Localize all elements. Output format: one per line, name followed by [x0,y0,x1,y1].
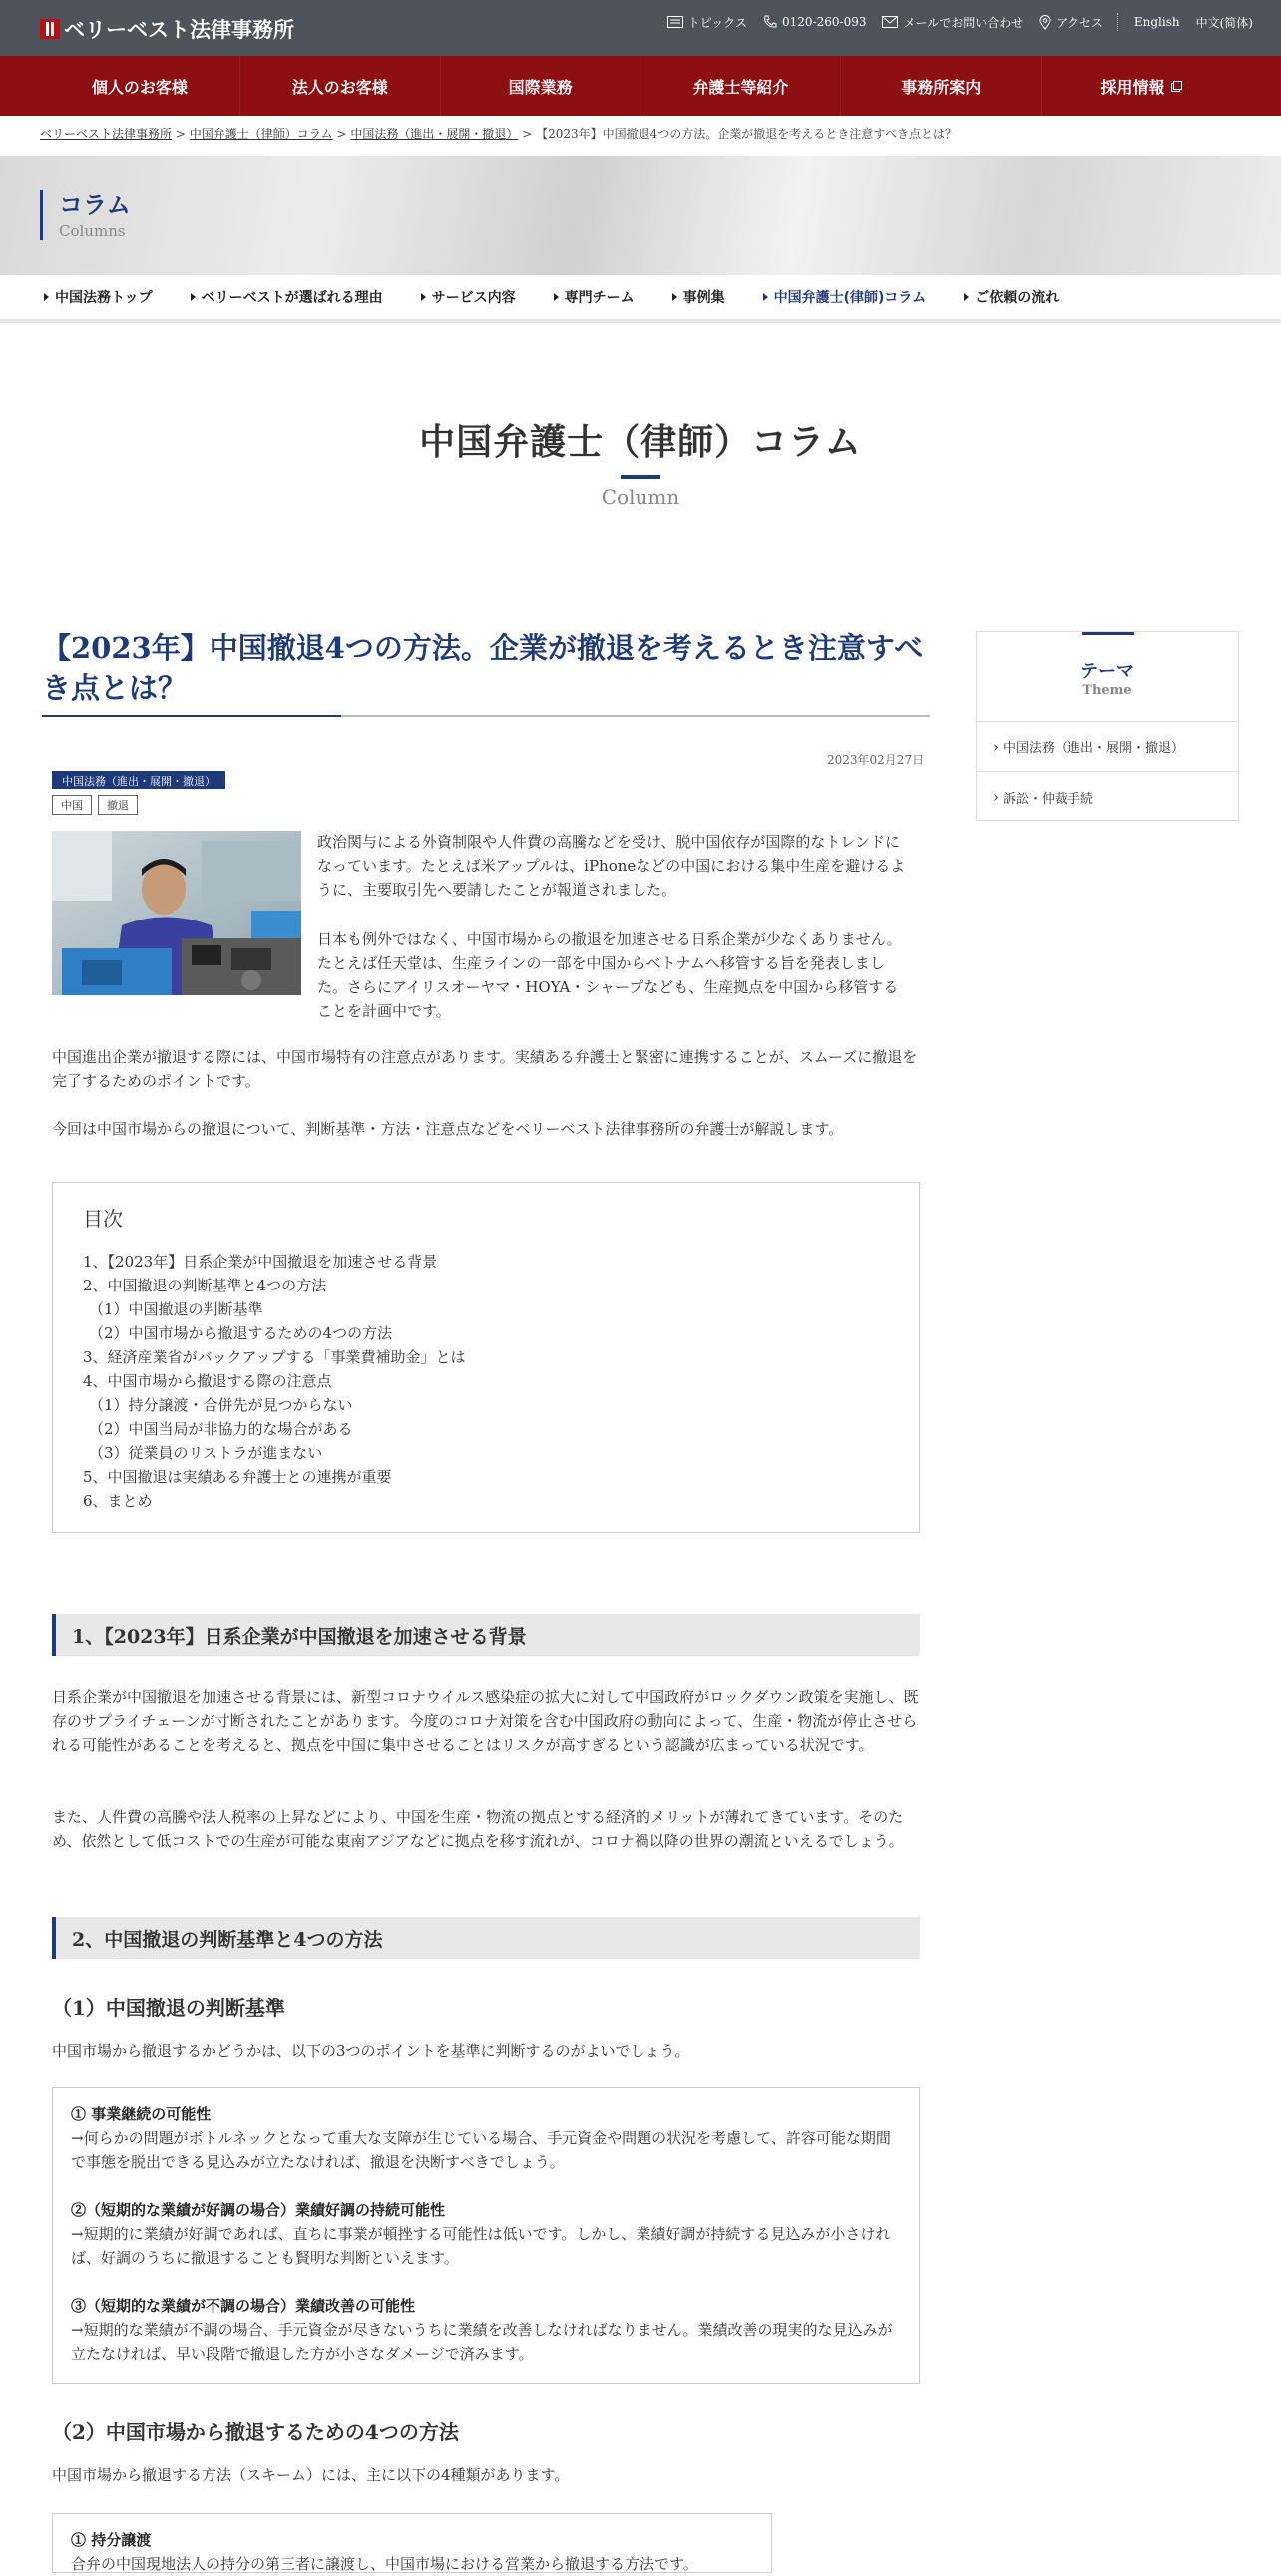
section-heading-2: 2、中国撤退の判断基準と4つの方法 [52,1917,920,1959]
breadcrumb [40,125,957,142]
criteria-body: →短期的な業績が不調の場合、手元資金が尽きないうちに業績を改善しなければなりません。業績改善の現実的な見込みが立たなければ、早い段階で撤退した方が小さなダメージで済みます。 [71,2321,893,2363]
criteria-title: ②（短期的な業績が好調の場合）業績好調の持続可能性 [71,2201,446,2219]
criteria-title: ① 事業継続の可能性 [71,2105,212,2123]
breadcrumb-category[interactable]: 中国法務（進出・展開・撤退） [350,127,519,141]
factory-worker-image [52,831,301,995]
nav-item-recruit[interactable]: 採用情報 [1041,56,1241,116]
criteria-title: ③（短期的な業績が不調の場合）業績改善の可能性 [71,2297,416,2315]
table-of-contents [52,1182,920,1533]
access-link[interactable]: アクセス [1039,14,1103,31]
breadcrumb-sep: > [175,127,186,141]
external-link-icon [1171,81,1182,92]
hero-banner [0,156,1281,275]
tag-china[interactable]: 中国 [52,795,92,815]
mail-icon [882,16,898,28]
toc-item[interactable]: 1、【2023年】日系企業が中国撤退を加速させる背景 [83,1253,438,1271]
breadcrumb-sep: > [522,127,533,141]
toc-item[interactable]: （1）中国撤退の判断基準 [89,1300,263,1318]
phone-link[interactable]: 0120-260-093 [763,15,866,29]
mail-link[interactable]: メールでお問い合わせ [882,14,1023,31]
top-bar [0,0,1281,56]
method-box [52,2513,772,2573]
section1-paragraph-2: また、人件費の高騰や法人税率の上昇などにより、中国を生産・物流の拠点とする経済的メリットが薄れてきています。そのため、依然として低コストでの生産が可能な東南アジアなどに拠点を移す流れが、コロナ禍以降の世界の潮流といえるでしょう。 [52,1808,904,1850]
tag-withdrawal[interactable]: 撤退 [98,795,138,815]
toc-item[interactable]: 4、中国市場から撤退する際の注意点 [83,1372,332,1390]
top-links [651,13,1253,31]
criteria-body: →短期的に業績が好調であれば、直ちに事業が頓挫する可能性は低いです。しかし、業績好調が持続する見込みが小さければ、好調のうちに撤退することも賢明な判断といえます。 [71,2225,891,2267]
nav-item-corporate[interactable]: 法人のお客様 [239,56,440,116]
page-title: 中国弁護士（律師）コラム [419,421,862,463]
section1-paragraph-1: 日系企業が中国撤退を加速させる背景には、新型コロナウイルス感染症の拡大に対して中国政府がロックダウン政策を実施し、既存のサプライチェーンが寸断されたことがあります。今度のコロナ対策を含む中国政府の動向によって、生産・物流が停止させられる可能性があることを考えると、拠点を中国に集中させることはリスクが高すぎるという認識が広まっている状況です。 [52,1688,919,1754]
subnav-flow[interactable]: ご依頼の流れ [964,287,1059,307]
article-photo [52,831,301,995]
criteria-intro: 中国市場から撤退するかどうかは、以下の3つのポイントを基準に判断するのがよいでしょう。 [52,2042,690,2060]
map-pin-icon [1039,15,1051,30]
logo-icon [40,19,60,39]
main-nav [0,56,1281,116]
criteria-box [52,2087,920,2384]
subnav-cases[interactable]: 事例集 [672,287,725,307]
sidebar-subtitle: Theme [1082,683,1132,698]
theme-sidebar [976,631,1239,821]
toc-item[interactable]: （2）中国市場から撤退するための4つの方法 [89,1324,393,1342]
subnav-services[interactable]: サービス内容 [421,287,516,307]
site-logo[interactable] [40,14,294,44]
page-heading [0,414,1281,509]
toc-item[interactable]: 6、まとめ [83,1492,153,1510]
toc-item[interactable]: （3）従業員のリストラが進まない [89,1444,323,1462]
page-subtitle: Column [601,485,680,509]
intro-paragraph-4: 今回は中国市場からの撤退について、判断基準・方法・注意点などをベリーベスト法律事務所の弁護士が解説します。 [52,1120,844,1138]
section-heading-1: 1、【2023年】日系企業が中国撤退を加速させる背景 [52,1614,920,1656]
english-link[interactable]: English [1133,15,1180,29]
toc-item[interactable]: （1）持分譲渡・合併先が見つからない [89,1396,353,1414]
chinese-link[interactable]: 中文(简体) [1195,15,1253,30]
breadcrumb-column[interactable]: 中国弁護士（律師）コラム [189,127,333,141]
subsection-heading-criteria: （1）中国撤退の判断基準 [52,1996,285,2020]
methods-intro: 中国市場から撤退する方法（スキーム）には、主に以下の4種類があります。 [52,2466,570,2484]
intro-paragraph-3: 中国進出企業が撤退する際には、中国市場特有の注意点があります。実績ある弁護士と緊密に連携することが、スムーズに撤退を完了するためのポイントです。 [52,1048,918,1090]
method-body: 合弁の中国現地法人の持分の第三者に譲渡し、中国市場における営業から撤退する方法です。 [71,2555,698,2573]
nav-item-lawyers[interactable]: 弁護士等紹介 [640,56,840,116]
hero-title [40,190,131,240]
sub-nav [0,275,1281,323]
phone-icon [763,15,777,29]
article-title: 【2023年】中国撤退4つの方法。企業が撤退を考えるとき注意すべき点とは？ [42,631,924,705]
subsection-heading-methods: （2）中国市場から撤退するための4つの方法 [52,2420,459,2444]
divider [1117,13,1118,31]
sidebar-item-litigation[interactable]: › 訴訟・仲裁手続 [977,772,1238,822]
logo-text: ベリーベスト法律事務所 [64,18,294,42]
title-underline [42,715,930,717]
breadcrumb-home[interactable]: ベリーベスト法律事務所 [40,127,173,141]
nav-item-international[interactable]: 国際業務 [440,56,640,116]
toc-title: 目次 [83,1207,123,1231]
sidebar-item-china-legal[interactable]: › 中国法務（進出・展開・撤退） [977,722,1238,772]
intro-paragraph-2: 日本も例外ではなく、中国市場からの撤退を加速させる日系企業が少なくありません。たとえば任天堂は、生産ラインの一部を中国からベトナムへ移管する旨を発表しました。さらにアイリスオーヤマ・HOYA・シャープなども、生産拠点を中国から移管することを計画中です。 [317,930,902,1020]
nav-item-individual[interactable]: 個人のお客様 [91,77,188,97]
heading-accent-bar [621,475,660,479]
hero-title-jp: コラム [59,190,131,219]
article-date: 2023年02月27日 [827,753,925,767]
criteria-body: →何らかの問題がボトルネックとなって重大な支障が生じている場合、手元資金や問題の状況を考慮して、許容可能な期間で事態を脱出できる見込みが立たなければ、撤退を決断すべきでしょう。 [71,2129,891,2171]
subnav-column[interactable]: 中国弁護士(律師)コラム [763,287,927,307]
sidebar-header [977,632,1238,722]
subnav-china-top[interactable]: 中国法務トップ [44,287,153,307]
nav-item-office[interactable]: 事務所案内 [840,56,1041,116]
toc-item[interactable]: 5、中国撤退は実績ある弁護士との連携が重要 [83,1468,392,1486]
subnav-team[interactable]: 専門チーム [554,287,635,307]
sidebar-title: テーマ [1080,661,1134,682]
hero-title-en: Columns [59,222,126,240]
intro-paragraph-1: 政治関与による外資制限や人件費の高騰などを受け、脱中国依存が国際的なトレンドになっています。たとえば米アップルは、iPhoneなどの中国における集中生産を避けるように、主要取引先へ要請したことが報道されました。 [317,833,906,899]
method-title: ① 持分譲渡 [71,2531,152,2549]
tag-list [52,795,144,815]
toc-item[interactable]: 3、経済産業省がバックアップする「事業費補助金」とは [83,1348,466,1366]
topics-icon [667,16,683,28]
breadcrumb-current: 【2023年】中国撤退4つの方法。企業が撤退を考えるとき注意すべき点とは？ [536,127,958,141]
toc-item[interactable]: 2、中国撤退の判断基準と4つの方法 [83,1277,327,1294]
toc-item[interactable]: （2）中国当局が非協力的な場合がある [89,1420,353,1438]
subnav-reasons[interactable]: ベリーベストが選ばれる理由 [191,287,383,307]
breadcrumb-sep: > [336,127,347,141]
category-badge[interactable]: 中国法務（進出・展開・撤退） [52,771,225,789]
topics-link[interactable]: トピックス [667,14,747,31]
